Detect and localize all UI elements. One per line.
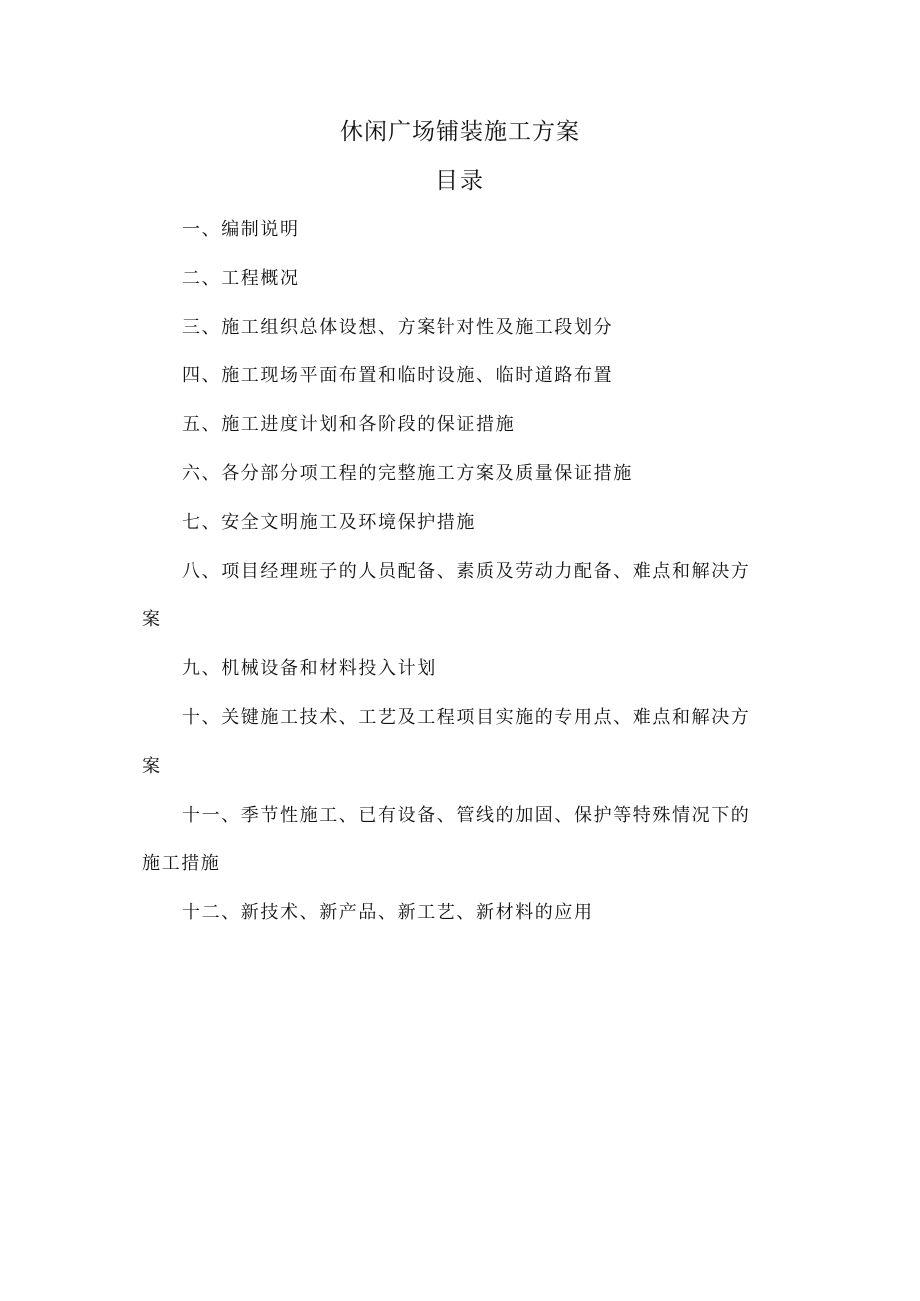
toc-item-6: 六、各分部分项工程的完整施工方案及质量保证措施 (182, 462, 633, 484)
toc-item-7: 七、安全文明施工及环境保护措施 (182, 511, 476, 533)
toc-item-1: 一、编制说明 (182, 219, 300, 240)
toc-item-4: 四、施工现场平面布置和临时设施、临时道路布置 (182, 365, 614, 387)
toc-item-11: 十一、季节性施工、已有设备、管线的加固、保护等特殊情况下的施工措施 (142, 804, 751, 875)
toc-item-2: 二、工程概况 (182, 267, 300, 289)
toc-heading: 目录 (435, 168, 485, 194)
toc-item-10: 十、关键施工技术、工艺及工程项目实施的专用点、难点和解决方案 (142, 706, 751, 777)
toc-item-12: 十二、新技术、新产品、新工艺、新材料的应用 (182, 902, 594, 924)
document-title: 休闲广场铺装施工方案 (340, 119, 580, 145)
toc-item-5: 五、施工进度计划和各阶段的保证措施 (182, 414, 516, 436)
toc-item-9: 九、机械设备和材料投入计划 (182, 658, 437, 680)
toc-item-8: 八、项目经理班子的人员配备、素质及劳动力配备、难点和解决方案 (142, 560, 751, 631)
table-of-contents (142, 206, 767, 938)
toc-item-3: 三、施工组织总体设想、方案针对性及施工段划分 (182, 316, 614, 338)
